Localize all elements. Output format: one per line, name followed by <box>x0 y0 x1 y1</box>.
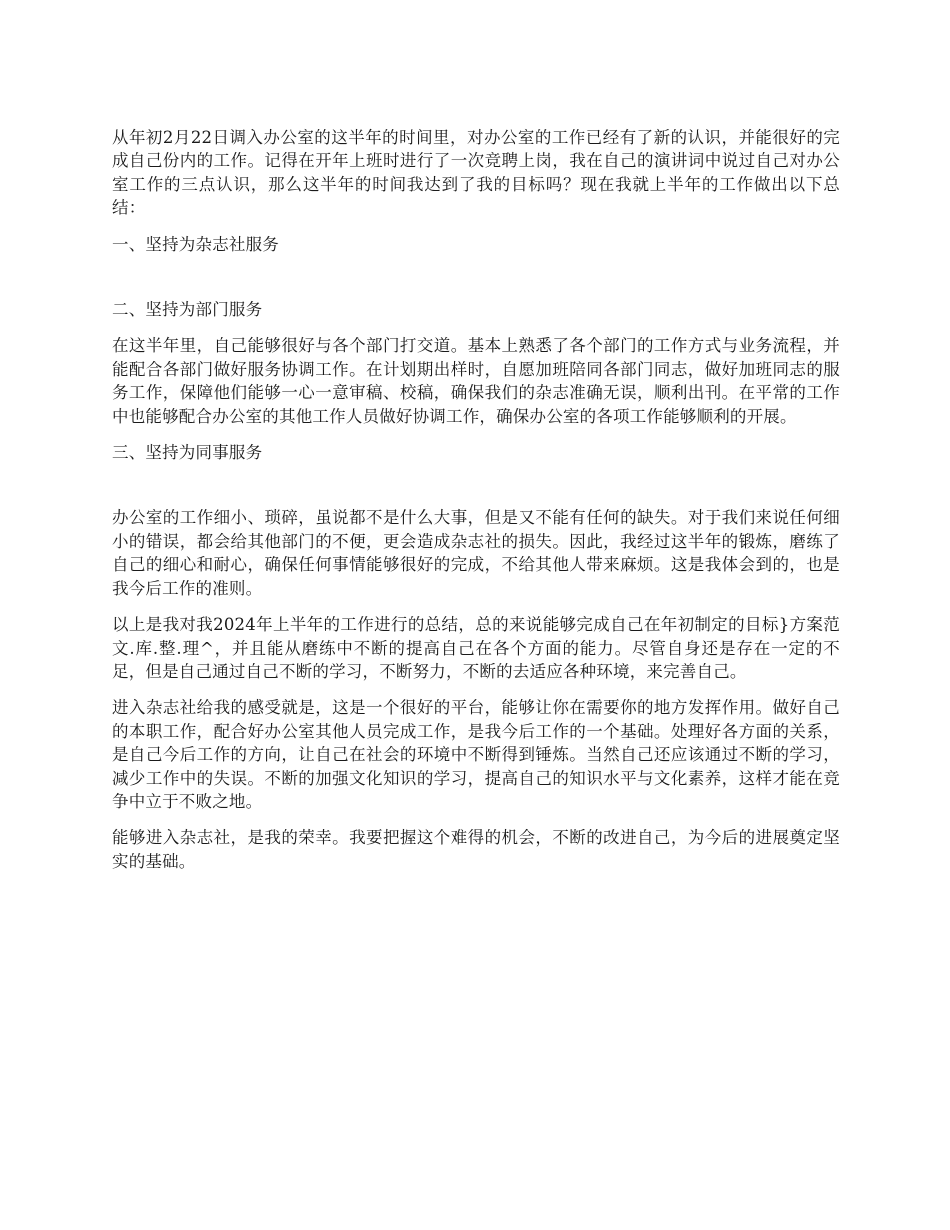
intro-paragraph: 从年初2月22日调入办公室的这半年的时间里，对办公室的工作已经有了新的认识，并能很好的完成自己份内的工作。记得在开年上班时进行了一次竞聘上岗，我在自己的演讲词中说过自己对办公室工作的三点认识，那么这半年的时间我达到了我的目标吗？现在我就上半年的工作做出以下总结： <box>112 128 840 218</box>
section-3-heading: 三、坚持为同事服务 <box>112 443 263 463</box>
section-3-paragraph: 办公室的工作细小、琐碎，虽说都不是什么大事，但是又不能有任何的缺失。对于我们来说任何细小的错误，都会给其他部门的不便，更会造成杂志社的损失。因此，我经过这半年的锻炼，磨练了自己的细心和耐心，确保任何事情能够很好的完成，不给其他人带来麻烦。这是我体会到的，也是我今后工作的准则。 <box>112 508 840 598</box>
document-page <box>112 126 840 873</box>
summary-paragraph: 以上是我对我2024年上半年的工作进行的总结，总的来说能够完成自己在年初制定的目标}方案范文.库.整.理^，并且能从磨练中不断的提高自己在各个方面的能力。尽管自身还是存在一定的不足，但是自己通过自己不断的学习，不断努力，不断的去适应各种环境，来完善自己。 <box>112 615 840 681</box>
section-1-heading: 一、坚持为杂志社服务 <box>112 234 279 254</box>
section-2-heading: 二、坚持为部门服务 <box>112 300 263 320</box>
section-2-paragraph: 在这半年里，自己能够很好与各个部门打交道。基本上熟悉了各个部门的工作方式与业务流程，并能配合各部门做好服务协调工作。在计划期出样时，自愿加班陪同各部门同志，做好加班同志的服务工作，保障他们能够一心一意审稿、校稿，确保我们的杂志准确无误，顺利出刊。在平常的工作中也能够配合办公室的其他工作人员做好协调工作，确保办公室的各项工作能够顺利的开展。 <box>112 336 840 426</box>
feelings-paragraph: 进入杂志社给我的感受就是，这是一个很好的平台，能够让你在需要你的地方发挥作用。做好自己的本职工作，配合好办公室其他人员完成工作，是我今后工作的一个基础。处理好各方面的关系，是自己今后工作的方向，让自己在社会的环境中不断得到锤炼。当然自己还应该通过不断的学习，减少工作中的失误。不断的加强文化知识的学习，提高自己的知识水平与文化素养，这样才能在竞争中立于不败之地。 <box>112 698 840 811</box>
closing-paragraph: 能够进入杂志社，是我的荣幸。我要把握这个难得的机会，不断的改进自己，为今后的进展奠定坚实的基础。 <box>112 828 840 871</box>
